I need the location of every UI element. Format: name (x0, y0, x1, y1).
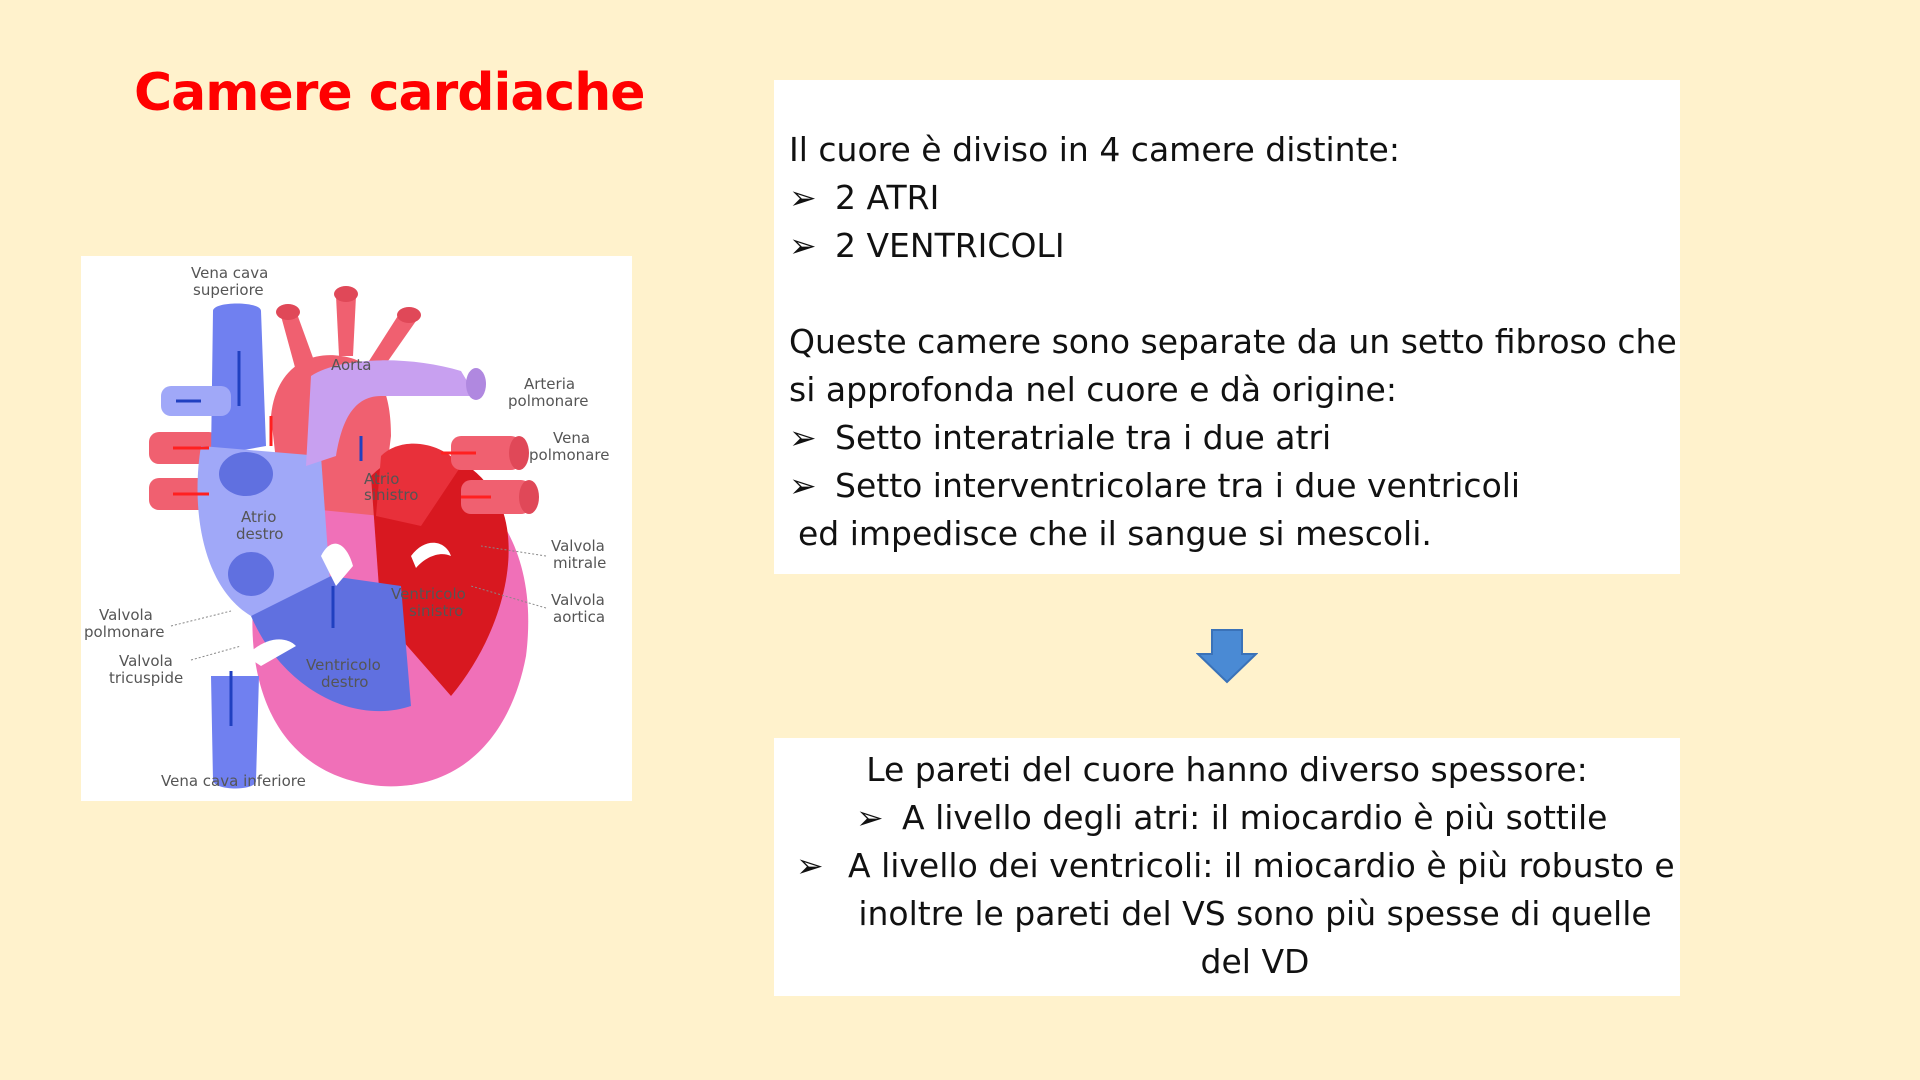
list-item (796, 846, 1675, 886)
aorta-branch-2 (336, 296, 356, 356)
label-ventricolo-destro-2: destro (321, 673, 369, 691)
label-valvola-polmonare: Valvola (99, 606, 153, 624)
label-atrio-destro: Atrio (241, 508, 277, 526)
bullet-arrow-icon: ➢ (789, 178, 817, 217)
label-arteria-polmonare-2: polmonare (508, 392, 589, 410)
chambers-textbox (774, 80, 1680, 574)
label-valvola-aortica-2: aortica (553, 608, 606, 626)
pulmonary-artery-end (466, 368, 486, 400)
list-item-text: 2 VENTRICOLI (835, 226, 1065, 265)
list-item-text: A livello degli atri: il miocardio è più sottile (902, 798, 1608, 837)
list-item (789, 466, 1520, 506)
list-item-text: Setto interventricolare tra i due ventricoli (835, 466, 1521, 505)
bullet-arrow-icon: ➢ (789, 418, 817, 457)
list-item-continuation: inoltre le pareti del VS sono più spesse di quelle (858, 894, 1652, 933)
heart-diagram (81, 256, 632, 801)
label-atrio-sinistro: Atrio (364, 470, 400, 488)
aorta-branch-1 (281, 311, 316, 371)
valve-disc (228, 552, 274, 596)
label-valvola-tricuspide: Valvola (119, 652, 173, 670)
bullet-arrow-icon: ➢ (789, 226, 817, 265)
bullet-arrow-icon: ➢ (856, 798, 884, 837)
septum-text-line2: si approfonda nel cuore e dà origine: (789, 370, 1397, 409)
list-item (789, 178, 939, 218)
aorta-branch-top-3 (397, 307, 421, 323)
tricuspid-disc (219, 452, 273, 496)
label-atrio-destro-2: destro (236, 525, 284, 543)
aorta-branch-top-2 (334, 286, 358, 302)
walls-intro: Le pareti del cuore hanno diverso spessore: (866, 750, 1588, 789)
label-vena-cava-inferiore: Vena cava inferiore (161, 772, 306, 790)
label-vena-cava-superiore-2: superiore (193, 281, 264, 299)
label-ventricolo-destro: Ventricolo (306, 656, 381, 674)
closing-text: ed impedisce che il sangue si mescoli. (798, 514, 1432, 553)
list-item (856, 798, 1607, 838)
label-ventricolo-sinistro: Ventricolo (391, 585, 466, 603)
label-vena-polmonare-2: polmonare (529, 446, 610, 464)
list-item (789, 418, 1331, 458)
label-vena-polmonare: Vena (553, 429, 591, 447)
aorta-branch-top-1 (276, 304, 300, 320)
label-aorta: Aorta (331, 356, 372, 374)
label-ventricolo-sinistro-2: sinistro (409, 602, 464, 620)
down-arrow-icon (1196, 628, 1258, 684)
label-atrio-sinistro-2: sinistro (364, 486, 419, 504)
label-valvola-aortica: Valvola (551, 591, 605, 609)
walls-textbox (774, 738, 1680, 996)
label-arteria-polmonare: Arteria (524, 375, 576, 393)
list-item-text: A livello dei ventricoli: il miocardio è più robusto e (848, 846, 1675, 885)
list-item-text: 2 ATRI (835, 178, 940, 217)
pulmonary-vein-1-end (509, 436, 529, 470)
label-valvola-mitrale-2: mitrale (553, 554, 607, 572)
list-item (789, 226, 1065, 266)
bullet-arrow-icon: ➢ (796, 846, 824, 885)
chambers-intro: Il cuore è diviso in 4 camere distinte: (789, 130, 1400, 169)
label-valvola-tricuspide-2: tricuspide (109, 669, 184, 687)
slide-title: Camere cardiache (134, 63, 645, 123)
list-item-continuation: del VD (1200, 942, 1310, 981)
pulmonary-vein-2-end (519, 480, 539, 514)
label-valvola-mitrale: Valvola (551, 537, 605, 555)
list-item-text: Setto interatriale tra i due atri (835, 418, 1332, 457)
label-vena-cava-superiore: Vena cava (191, 264, 269, 282)
septum-text-line1: Queste camere sono separate da un setto fibroso che (789, 322, 1677, 361)
bullet-arrow-icon: ➢ (789, 466, 817, 505)
heart-diagram-svg (81, 256, 632, 801)
label-valvola-polmonare-2: polmonare (84, 623, 165, 641)
